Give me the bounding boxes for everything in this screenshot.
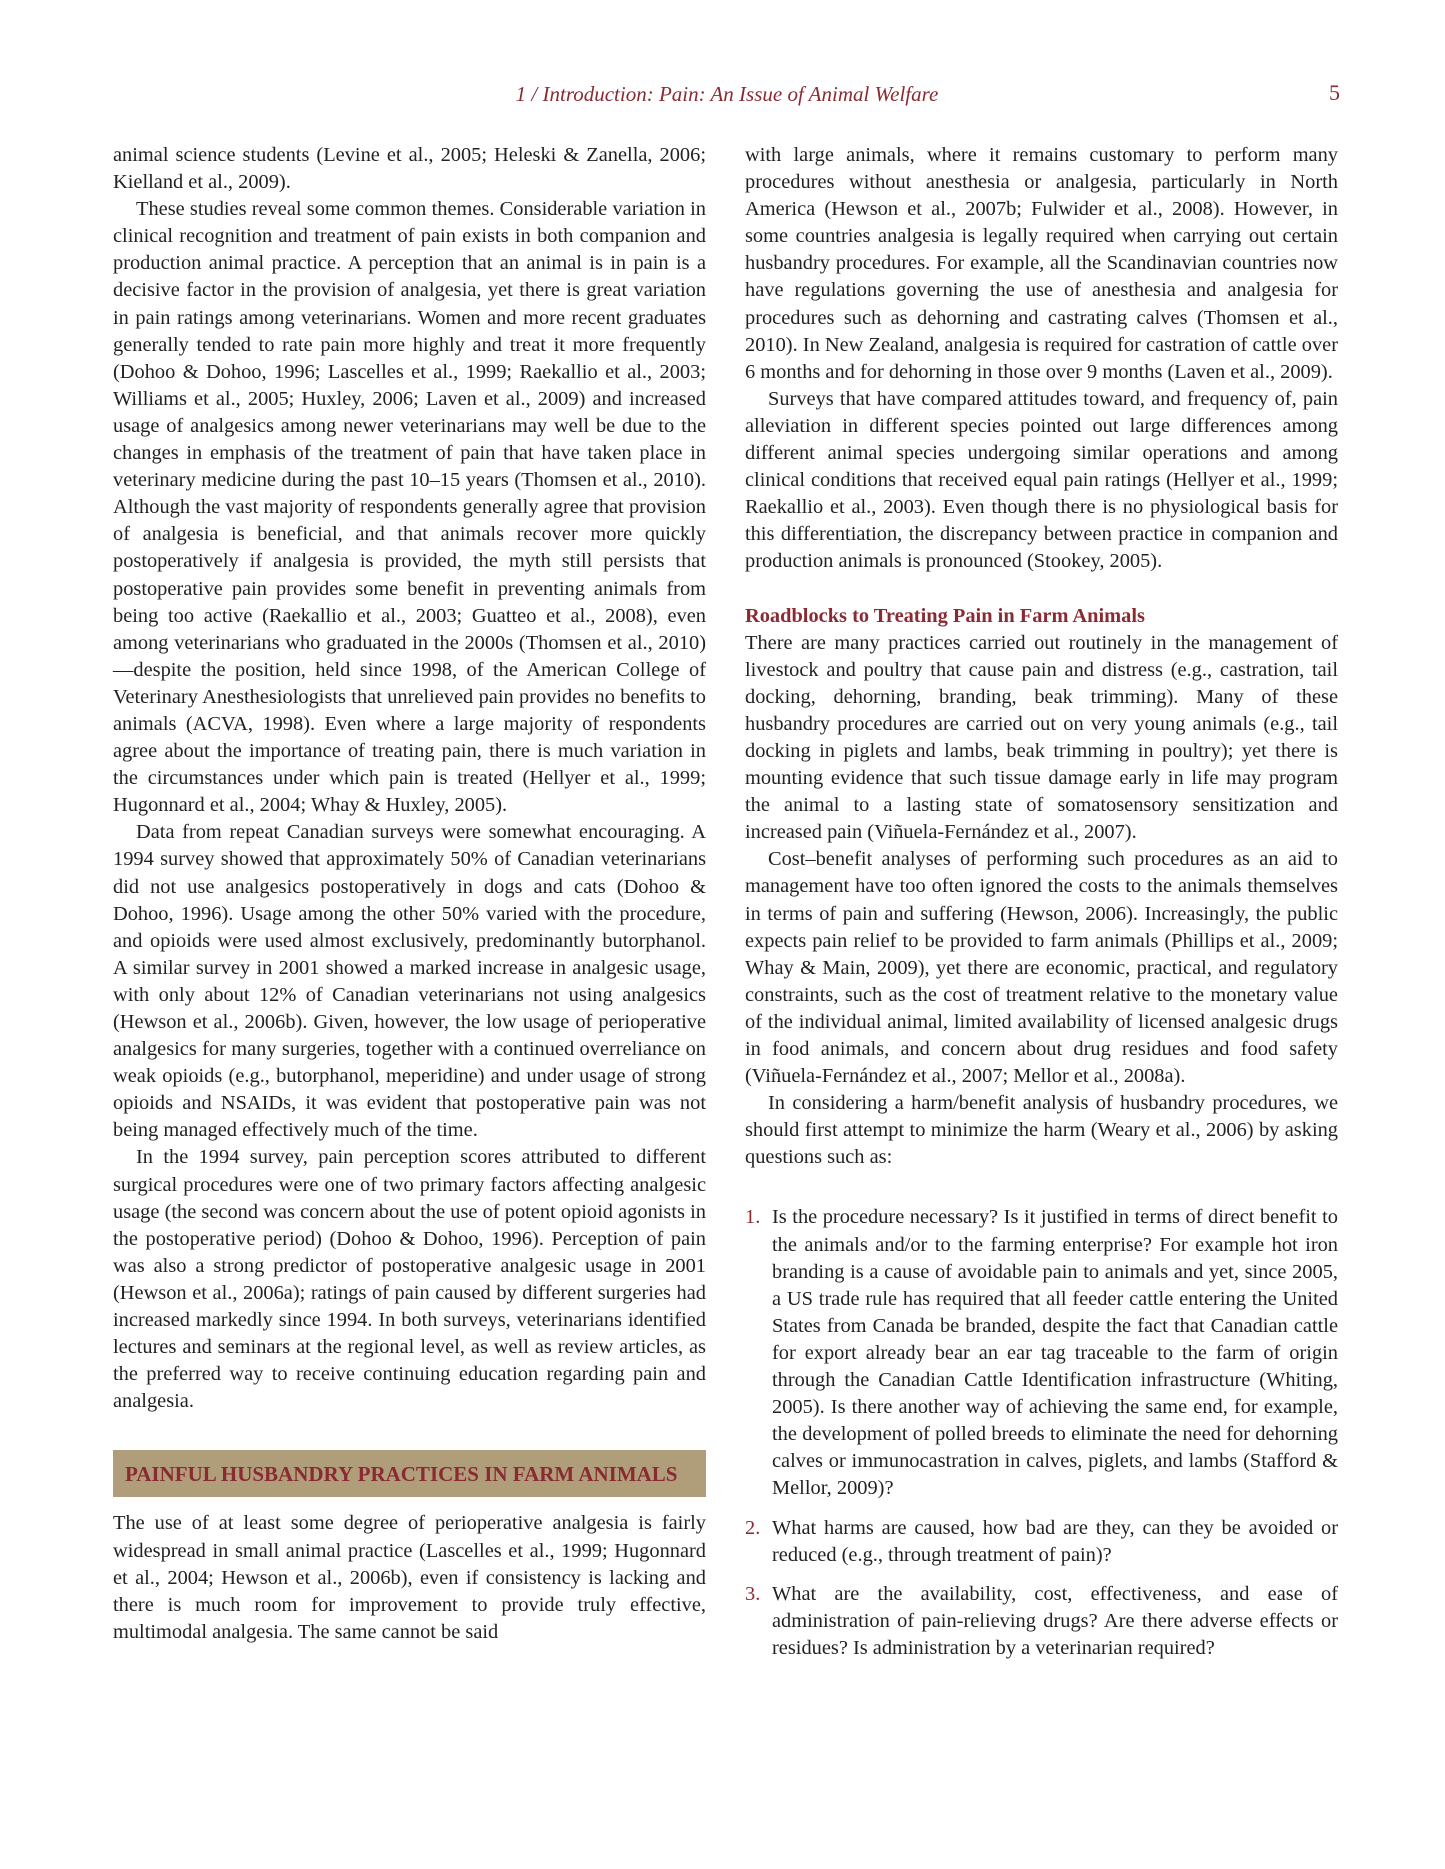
list-item (745, 1204, 1338, 1502)
list-item-text: What harms are caused, how bad are they, can they be avoided or reduced (e.g., through treatment of pain)? (772, 1516, 1338, 1566)
subsection-heading: Roadblocks to Treating Pain in Farm Animals (745, 604, 1145, 627)
section-heading: PAINFUL HUSBANDRY PRACTICES IN FARM ANIMALS (113, 1450, 706, 1497)
running-head (112, 78, 1342, 114)
paragraph: Surveys that have compared attitudes toward, and frequency of, pain alleviation in different species pointed out large differences among different animal species undergoing similar operations and among clinical conditions that received equal pain ratings (Hellyer et al., 1999; Raekallio et al., 2003). Even though there is no physiological basis for this differentiation, the discrepancy between practice in companion and production animals is pronounced (Stookey, 2005). (745, 387, 1338, 573)
paragraph: with large animals, where it remains customary to perform many procedures without anesthesia or analgesia, particularly in North America (Hewson et al., 2007b; Fulwider et al., 2008). However, in some countries analgesia is legally required when carrying out certain husbandry procedures. For example, all the Scandinavian countries now have regulations governing the use of anesthesia and analgesia for procedures such as dehorning and castrating calves (Thomsen et al., 2010). In New Zealand, analgesia is required for castration of cattle over 6 months and for dehorning in those over 9 months (Laven et al., 2009). (745, 144, 1338, 383)
paragraph: The use of at least some degree of perioperative analgesia is fairly widespread in small animal practice (Lascelles et al., 1999; Hugonnard et al., 2004; Hewson et al., 2006b), even if consistency is lacking and there is much room for improvement to provide truly effective, multimodal analgesia. The same cannot be said (113, 1512, 706, 1643)
paragraph: There are many practices carried out routinely in the management of livestock and poultry that cause pain and distress (e.g., castration, tail docking, dehorning, branding, beak trimming). Many of these husbandry procedures are carried out on very young animals (e.g., tail docking in piglets and lambs, beak trimming in poultry); yet there is mounting evidence that such tissue damage early in life may program the animal to a lasting state of somatosensory sensitization and increased pain (Viñuela-Fernández et al., 2007). (745, 631, 1338, 844)
list-number: 2. (745, 1516, 761, 1539)
list-item (745, 1581, 1338, 1662)
left-column (113, 142, 706, 1646)
question-list (745, 1204, 1338, 1662)
running-title: 1 / Introduction: Pain: An Issue of Animal Welfare (515, 82, 939, 106)
list-item (745, 1515, 1338, 1569)
list-number: 1. (745, 1206, 761, 1229)
paragraph: Cost–benefit analyses of performing such procedures as an aid to management have too often ignored the costs to the animals themselves in terms of pain and suffering (Hewson, 2006). Increasingly, the public expects pain relief to be provided to farm animals (Phillips et al., 2009; Whay & Main, 2009), yet there are economic, practical, and regulatory constraints, such as the cost of treatment relative to the monetary value of the individual animal, limited availability of licensed analgesic drugs in food animals, and concern about drug residues and food safety (Viñuela-Fernández et al., 2007; Mellor et al., 2008a). (745, 848, 1338, 1088)
right-column (745, 142, 1338, 1674)
paragraph: In considering a harm/benefit analysis of husbandry procedures, we should first attempt to minimize the harm (Weary et al., 2006) by asking questions such as: (745, 1092, 1338, 1169)
paragraph: animal science students (Levine et al., 2005; Heleski & Zanella, 2006; Kielland et al., 2009). (113, 144, 706, 194)
page-number: 5 (1329, 80, 1340, 105)
list-item-text: What are the availability, cost, effectiveness, and ease of administration of pain-relieving drugs? Are there adverse effects or residues? Is administration by a veterinarian required? (772, 1582, 1338, 1659)
paragraph: Data from repeat Canadian surveys were somewhat encouraging. A 1994 survey showed that approximately 50% of Canadian veterinarians did not use analgesics postoperatively in dogs and cats (Dohoo & Dohoo, 1996). Usage among the other 50% varied with the procedure, and opioids were used almost exclusively, predominantly butorphanol. A similar survey in 2001 showed a marked increase in analgesic usage, with only about 12% of Canadian veterinarians not using analgesics (Hewson et al., 2006b). Given, however, the low usage of perioperative analgesics for many surgeries, together with a continued overreliance on weak opioids (e.g., butorphanol, meperidine) and under usage of strong opioids and NSAIDs, it was evident that postoperative pain was not being managed effectively much of the time. (113, 821, 706, 1142)
paragraph: In the 1994 survey, pain perception scores attributed to different surgical procedures were one of two primary factors affecting analgesic usage (the second was concern about the use of potent opioid agonists in the postoperative period) (Dohoo & Dohoo, 1996). Perception of pain was also a strong predictor of postoperative analgesic usage in 2001 (Hewson et al., 2006a); ratings of pain caused by different surgeries had increased markedly since 1994. In both surveys, veterinarians identified lectures and seminars at the regional level, as well as review articles, as the preferred way to receive continuing education regarding pain and analgesia. (113, 1146, 706, 1413)
list-number: 3. (745, 1582, 761, 1605)
list-item-text: Is the procedure necessary? Is it justified in terms of direct benefit to the animals and/or to the farming enterprise? For example hot iron branding is a cause of avoidable pain to animals and yet, since 2005, a US trade rule has required that all feeder cattle entering the United States from Canada be branded, despite the fact that Canadian cattle for export already bear an ear tag traceable to the farm of origin through the Canadian Cattle Identification infrastructure (Whiting, 2005). Is there another way of achieving the same end, for example, the development of polled breeds to eliminate the need for dehorning calves or immunocastration in calves, piglets, and lambs (Stafford & Mellor, 2009)? (772, 1206, 1338, 1500)
paragraph: These studies reveal some common themes. Considerable variation in clinical recognition and treatment of pain exists in both companion and production animal practice. A perception that an animal is in pain is a decisive factor in the provision of analgesia, yet there is great variation in pain ratings among veterinarians. Women and more recent graduates generally tended to rate pain more highly and treat it more frequently (Dohoo & Dohoo, 1996; Lascelles et al., 1999; Raekallio et al., 2003; Williams et al., 2005; Huxley, 2006; Laven et al., 2009) and increased usage of analgesics among newer veterinarians may well be due to the changes in emphasis of the treatment of pain that have taken place in veterinary medicine during the past 10–15 years (Thomsen et al., 2010). Although the vast majority of respondents generally agree that provision of analgesia is beneficial, and that animals recover more quickly postoperatively if analgesia is provided, the myth still persists that postoperative pain provides some benefit in preventing animals from being too active (Raekallio et al., 2003; Guatteo et al., 2008), even among veterinarians who graduated in the 2000s (Thomsen et al., 2010)—despite the position, held since 1998, of the American College of Veterinary Anesthesiologists that unrelieved pain provides no benefits to animals (ACVA, 1998). Even where a large majority of respondents agree about the importance of treating pain, there is much variation in the circumstances under which pain is treated (Hellyer et al., 1999; Hugonnard et al., 2004; Whay & Huxley, 2005). (113, 198, 706, 817)
